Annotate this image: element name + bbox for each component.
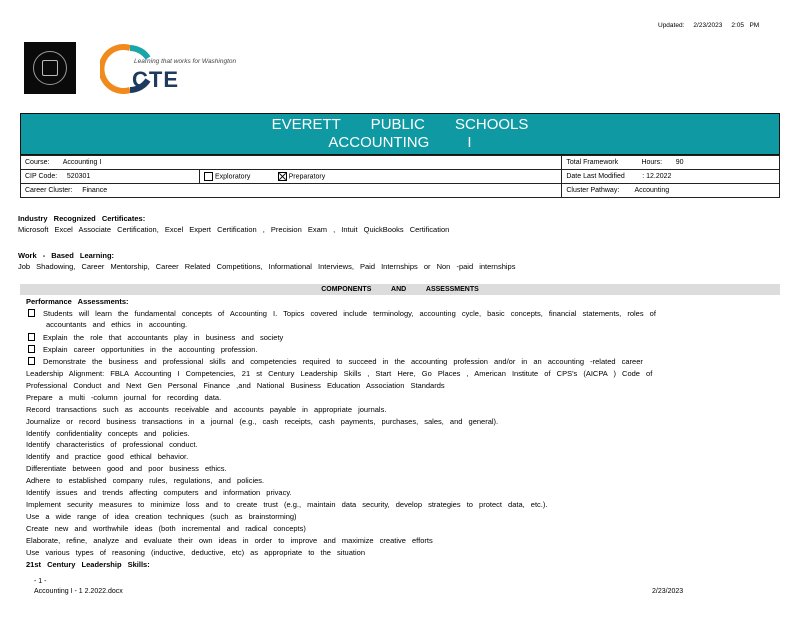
- footer-date: 2/23/2023: [652, 588, 684, 595]
- bullet-box-icon: [28, 333, 35, 341]
- district-seal-logo: [24, 42, 76, 94]
- course-cell: [21, 156, 562, 170]
- bullet1-continuation: accountants and ethics in accounting.: [46, 320, 188, 329]
- cip-label: CIP Code:: [25, 173, 58, 180]
- bullet-item: [28, 309, 656, 318]
- course-info-table: [20, 155, 780, 198]
- standard-line: Identify characteristics of professional conduct.: [26, 440, 198, 449]
- cip-cell: [21, 170, 200, 184]
- standard-line: Professional Conduct and Next Gen Personal Finance ,and National Business Education Association Standards: [26, 381, 445, 390]
- standard-line: Identify issues and trends affecting computers and information privacy.: [26, 488, 292, 497]
- banner-line2: ACCOUNTING I: [328, 134, 472, 151]
- career-cluster-label: Career Cluster:: [25, 187, 73, 194]
- cte-logo-icon: [100, 42, 270, 94]
- standard-line: Identify and practice good ethical behavior.: [26, 452, 189, 461]
- industry-heading: Industry Recognized Certificates:: [18, 214, 146, 223]
- standard-line: 21st Century Leadership Skills:: [26, 560, 150, 569]
- hours-value: 90: [675, 159, 684, 166]
- date-label: Date Last Modified: [566, 173, 625, 180]
- updated-stamp: [658, 22, 759, 29]
- bullet-text: Explain career opportunities in the accounting profession.: [43, 345, 258, 354]
- bullet-item: [28, 357, 643, 366]
- updated-ampm: PM: [749, 22, 760, 29]
- cluster-pathway-label: Cluster Pathway:: [566, 187, 620, 194]
- program-type-cell: [200, 170, 562, 184]
- standard-line: Create new and worthwhile ideas (both incremental and radical concepts): [26, 524, 306, 533]
- performance-heading: Performance Assessments:: [26, 297, 129, 306]
- bullet-box-icon: [28, 357, 35, 365]
- cte-wordmark: CTE: [132, 67, 179, 92]
- cip-value: 520301: [66, 173, 91, 180]
- preparatory-label: Preparatory: [288, 173, 326, 181]
- standard-line: Prepare a multi -column journal for recording data.: [26, 393, 222, 402]
- bullet-text: Explain the role that accountants play in business and society: [43, 333, 284, 342]
- work-based-text: Job Shadowing, Career Mentorship, Career Related Competitions, Informational Interviews, Paid Internships or Non -paid internships: [18, 262, 516, 271]
- work-based-heading: Work - Based Learning:: [18, 251, 115, 260]
- course-label: Course:: [25, 159, 50, 166]
- footer-filename: Accounting I - 1 2.2022.docx: [34, 588, 123, 595]
- updated-label: Updated:: [658, 22, 685, 29]
- total-framework-label: Total Framework: [566, 159, 619, 166]
- career-cluster-cell: [21, 184, 562, 198]
- bullet-text: Students will learn the fundamental concepts of Accounting I. Topics covered include terminology, accounting cycle, basic concepts, financial statements, roles of: [43, 309, 656, 318]
- date-value: : 12.2022: [642, 173, 672, 180]
- bullet-box-icon: [28, 345, 35, 353]
- course-value: Accounting I: [62, 159, 102, 166]
- banner-line1: EVERETT PUBLIC SCHOOLS: [271, 116, 529, 133]
- preparatory-checkbox[interactable]: [278, 172, 287, 181]
- standard-line: Journalize or record business transactions in a journal (e.g., cash receipts, cash payments, purchases, sales, and general).: [26, 417, 499, 426]
- updated-date: 2/23/2023: [693, 22, 723, 29]
- page-number: - 1 -: [34, 578, 47, 585]
- components-heading: COMPONENTS AND ASSESSMENTS: [20, 284, 780, 295]
- industry-text: Microsoft Excel Associate Certification, Excel Expert Certification , Precision Exam , Intuit QuickBooks Certification: [18, 225, 450, 234]
- bullet-item: [28, 333, 283, 342]
- cte-tagline: Learning that works for Washington: [134, 58, 237, 65]
- standard-line: Use various types of reasoning (inductive, deductive, etc) as appropriate to the situation: [26, 548, 365, 557]
- standard-line: Record transactions such as accounts receivable and accounts payable in appropriate journals.: [26, 405, 387, 414]
- standard-line: Elaborate, refine, analyze and evaluate their own ideas in order to improve and maximize creative efforts: [26, 536, 433, 545]
- bullet-box-icon: [28, 309, 35, 317]
- total-framework-cell: [562, 156, 780, 170]
- career-cluster-value: Finance: [82, 187, 108, 194]
- updated-time: 2:05: [731, 22, 745, 29]
- standard-line: Identify confidentiality concepts and policies.: [26, 429, 190, 438]
- cluster-pathway-cell: [562, 184, 780, 198]
- exploratory-label: Exploratory: [215, 173, 251, 181]
- hours-label: Hours:: [641, 159, 663, 166]
- cluster-pathway-value: Accounting: [634, 187, 670, 194]
- standard-line: Use a wide range of idea creation techniques (such as brainstorming): [26, 512, 297, 521]
- standard-line: Leadership Alignment: FBLA Accounting I Competencies, 21 st Century Leadership Skills , Start Here, Go Places , American Institute of CPS's (AICPA ) Code of: [26, 369, 653, 378]
- date-modified-cell: [562, 170, 780, 184]
- title-banner: [20, 113, 780, 155]
- standard-line: Differentiate between good and poor business ethics.: [26, 464, 227, 473]
- bullet-item: [28, 345, 258, 354]
- exploratory-checkbox[interactable]: [204, 172, 213, 181]
- bullet-text: Demonstrate the business and professional skills and competencies required to succeed in the accounting profession and/or in an accounting -related career: [43, 357, 643, 366]
- standard-line: Implement security measures to minimize loss and to create trust (e.g., maintain data security, develop strategies to protect data, etc.).: [26, 500, 548, 509]
- standard-line: Adhere to established company rules, regulations, and policies.: [26, 476, 265, 485]
